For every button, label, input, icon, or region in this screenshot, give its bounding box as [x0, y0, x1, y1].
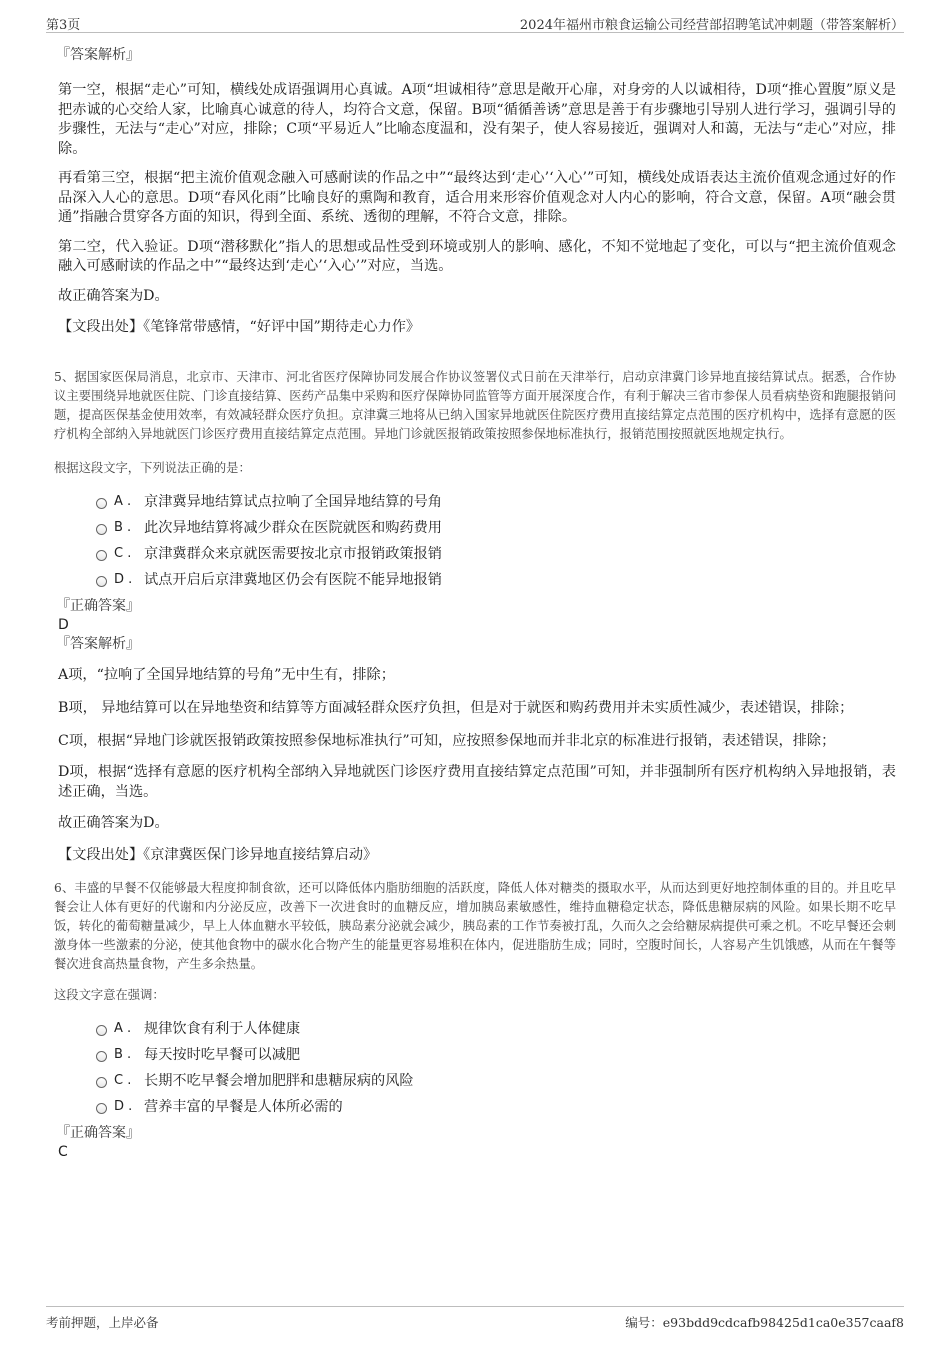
question-6-prompt: 这段文字意在强调：: [54, 988, 165, 1002]
analysis-paragraph-1: 第一空，根据“走心”可知，横线处成语强调用心真诚。A项“坦诚相待”意思是敞开心扉，对身旁的人以诚相待，D项“推心置腹”原义是把赤诚的心交给人家，比喻真心诚意的待人，均符合文意，保留。B项“循循善诱”意思是善于有步骤地引导别人进行学习，强调引导的步骤性，无法与“走心”对应，排除；C项“平易近人”比喻态度温和，没有架子，使人容易接近，强调对人和蔼，无法与“走心”对应，排除。: [58, 82, 896, 157]
analysis-conclusion: 故正确答案为D。: [58, 287, 169, 304]
option-letter: B .: [114, 1047, 132, 1062]
question-6-options: [56, 1016, 896, 1120]
radio-icon[interactable]: [96, 498, 107, 509]
option-a[interactable]: [56, 489, 896, 515]
analysis-label: 『答案解析』: [56, 635, 140, 652]
radio-icon[interactable]: [96, 1103, 107, 1114]
footer-slogan: 考前押题，上岸必备: [46, 1315, 159, 1330]
analysis-option-a: A项，“拉响了全国异地结算的号角”无中生有，排除；: [58, 666, 395, 683]
correct-answer: D: [58, 616, 69, 633]
option-text: 京津冀异地结算试点拉响了全国异地结算的号角: [144, 493, 442, 510]
option-text: 试点开启后京津冀地区仍会有医院不能异地报销: [144, 571, 442, 588]
radio-icon[interactable]: [96, 576, 107, 587]
option-c[interactable]: [56, 1068, 896, 1094]
option-letter: C .: [114, 545, 132, 561]
option-b[interactable]: [56, 515, 896, 541]
radio-icon[interactable]: [96, 1051, 107, 1062]
option-text: 营养丰富的早餐是人体所必需的: [144, 1099, 343, 1115]
correct-answer-label: 『正确答案』: [56, 1125, 140, 1141]
option-d[interactable]: [56, 1094, 896, 1120]
page-footer: [46, 1306, 904, 1331]
question-6-text: 6、丰盛的早餐不仅能够最大程度抑制食欲，还可以降低体内脂肪细胞的活跃度，降低人体对糖类的摄取水平，从而达到更好地控制体重的目的。并且吃早餐会让人体有更好的代谢和内分泌反应，改善下一次进食时的血糖反应，增加胰岛素敏感性，维持血糖稳定状态，降低患糖尿病的风险。如果长期不吃早饭，转化的葡萄糖量减少，早上人体血糖水平较低，胰岛素分泌就会减少，胰岛素的工作节奏被打乱，久而久之会给糖尿病提供可乘之机。不吃早餐还会刺激身体一些激素的分泌，使其他食物中的碳水化合物产生的能量更容易堆积在体内，促进脂肪生成；同时，空腹时间长，人容易产生饥饿感，从而在午餐等餐次进食高热量食物，产生多余热量。: [54, 881, 896, 971]
analysis-paragraph-3: 第二空，代入验证。D项“潜移默化”指人的思想或品性受到环境或别人的影响、感化，不知不觉地起了变化，可以与“把主流价值观念融入可感耐读的作品之中”“最终达到‘走心’‘入心’”对应，当选。: [58, 238, 896, 274]
question-5-options: [56, 489, 896, 593]
page-header: [46, 12, 904, 33]
analysis-option-b: B项， 异地结算可以在异地垫资和结算等方面减轻群众医疗负担，但是对于就医和购药费用并未实质性减少，表述错误，排除；: [58, 700, 854, 716]
option-letter: D .: [114, 571, 133, 587]
option-letter: D .: [114, 1099, 133, 1114]
option-b[interactable]: [56, 1042, 896, 1068]
question-5-prompt: 根据这段文字，下列说法正确的是：: [54, 460, 251, 475]
analysis-option-c: C项，根据“异地门诊就医报销政策按照参保地标准执行”可知，应按照参保地而并非北京的标准进行报销，表述错误，排除；: [58, 732, 836, 749]
correct-answer-label: 『正确答案』: [56, 597, 140, 614]
option-letter: A .: [114, 1021, 132, 1036]
radio-icon[interactable]: [96, 550, 107, 561]
analysis-label: 『答案解析』: [56, 47, 140, 63]
analysis-conclusion: 故正确答案为D。: [58, 815, 169, 831]
analysis-paragraph-2: 再看第三空，根据“把主流价值观念融入可感耐读的作品之中”“最终达到‘走心’‘入心’”可知，横线处成语表达主流价值观念通过好的作品深入人心的意思。D项“春风化雨”比喻良好的熏陶和教育，适合用来形容价值观念对人内心的影响，符合文意，保留。A项“融会贯通”指融合贯穿各方面的知识，得到全面、系统、透彻的理解，不符合文意，排除。: [58, 170, 896, 225]
analysis-source: 【文段出处】《笔锋常带感情，“好评中国”期待走心力作》: [58, 319, 421, 335]
radio-icon[interactable]: [96, 1025, 107, 1036]
option-d[interactable]: [56, 567, 896, 593]
option-text: 长期不吃早餐会增加肥胖和患糖尿病的风险: [144, 1073, 414, 1089]
analysis-source: 【文段出处】《京津冀医保门诊异地直接结算启动》: [58, 846, 378, 863]
option-letter: C .: [114, 1073, 132, 1088]
option-letter: B .: [114, 519, 132, 535]
radio-icon[interactable]: [96, 524, 107, 535]
option-letter: A .: [114, 493, 132, 509]
option-text: 规律饮食有利于人体健康: [144, 1021, 301, 1037]
option-a[interactable]: [56, 1016, 896, 1042]
page-number: 第3页: [46, 18, 81, 33]
main-content: [56, 46, 896, 1162]
radio-icon[interactable]: [96, 1077, 107, 1088]
option-text: 每天按时吃早餐可以减肥: [144, 1047, 301, 1063]
correct-answer: C: [58, 1144, 68, 1160]
document-id: 编号：e93bdd9cdcafb98425d1ca0e357caaf8: [625, 1315, 904, 1330]
option-text: 此次异地结算将减少群众在医院就医和购药费用: [144, 519, 442, 536]
option-text: 京津冀群众来京就医需要按北京市报销政策报销: [144, 545, 442, 562]
question-5-text: 5、据国家医保局消息，北京市、天津市、河北省医疗保障协同发展合作协议签署仪式日前在天津举行，启动京津冀门诊异地直接结算试点。据悉，合作协议主要围绕异地就医住院、门诊直接结算、医药产品集中采购和医疗保障协同监管等方面开展深度合作，有利于解决三省市参保人员看病垫资和跑腿报销问题，提高医保基金使用效率，有效减轻群众医疗负担。京津冀三地将从已纳入国家异地就医住院医疗费用直接结算定点范围的医疗机构中，选择有意愿的医疗机构全部纳入异地就医门诊医疗费用直接结算定点范围。异地门诊就医报销政策按照参保地标准执行，报销范围按照就医地规定执行。: [54, 369, 896, 441]
analysis-option-d: D项，根据“选择有意愿的医疗机构全部纳入异地就医门诊医疗费用直接结算定点范围”可知，并非强制所有医疗机构纳入异地报销，表述正确，当选。: [58, 764, 896, 800]
document-title: 2024年福州市粮食运输公司经营部招聘笔试冲刺题（带答案解析）: [519, 18, 904, 33]
option-c[interactable]: [56, 541, 896, 567]
